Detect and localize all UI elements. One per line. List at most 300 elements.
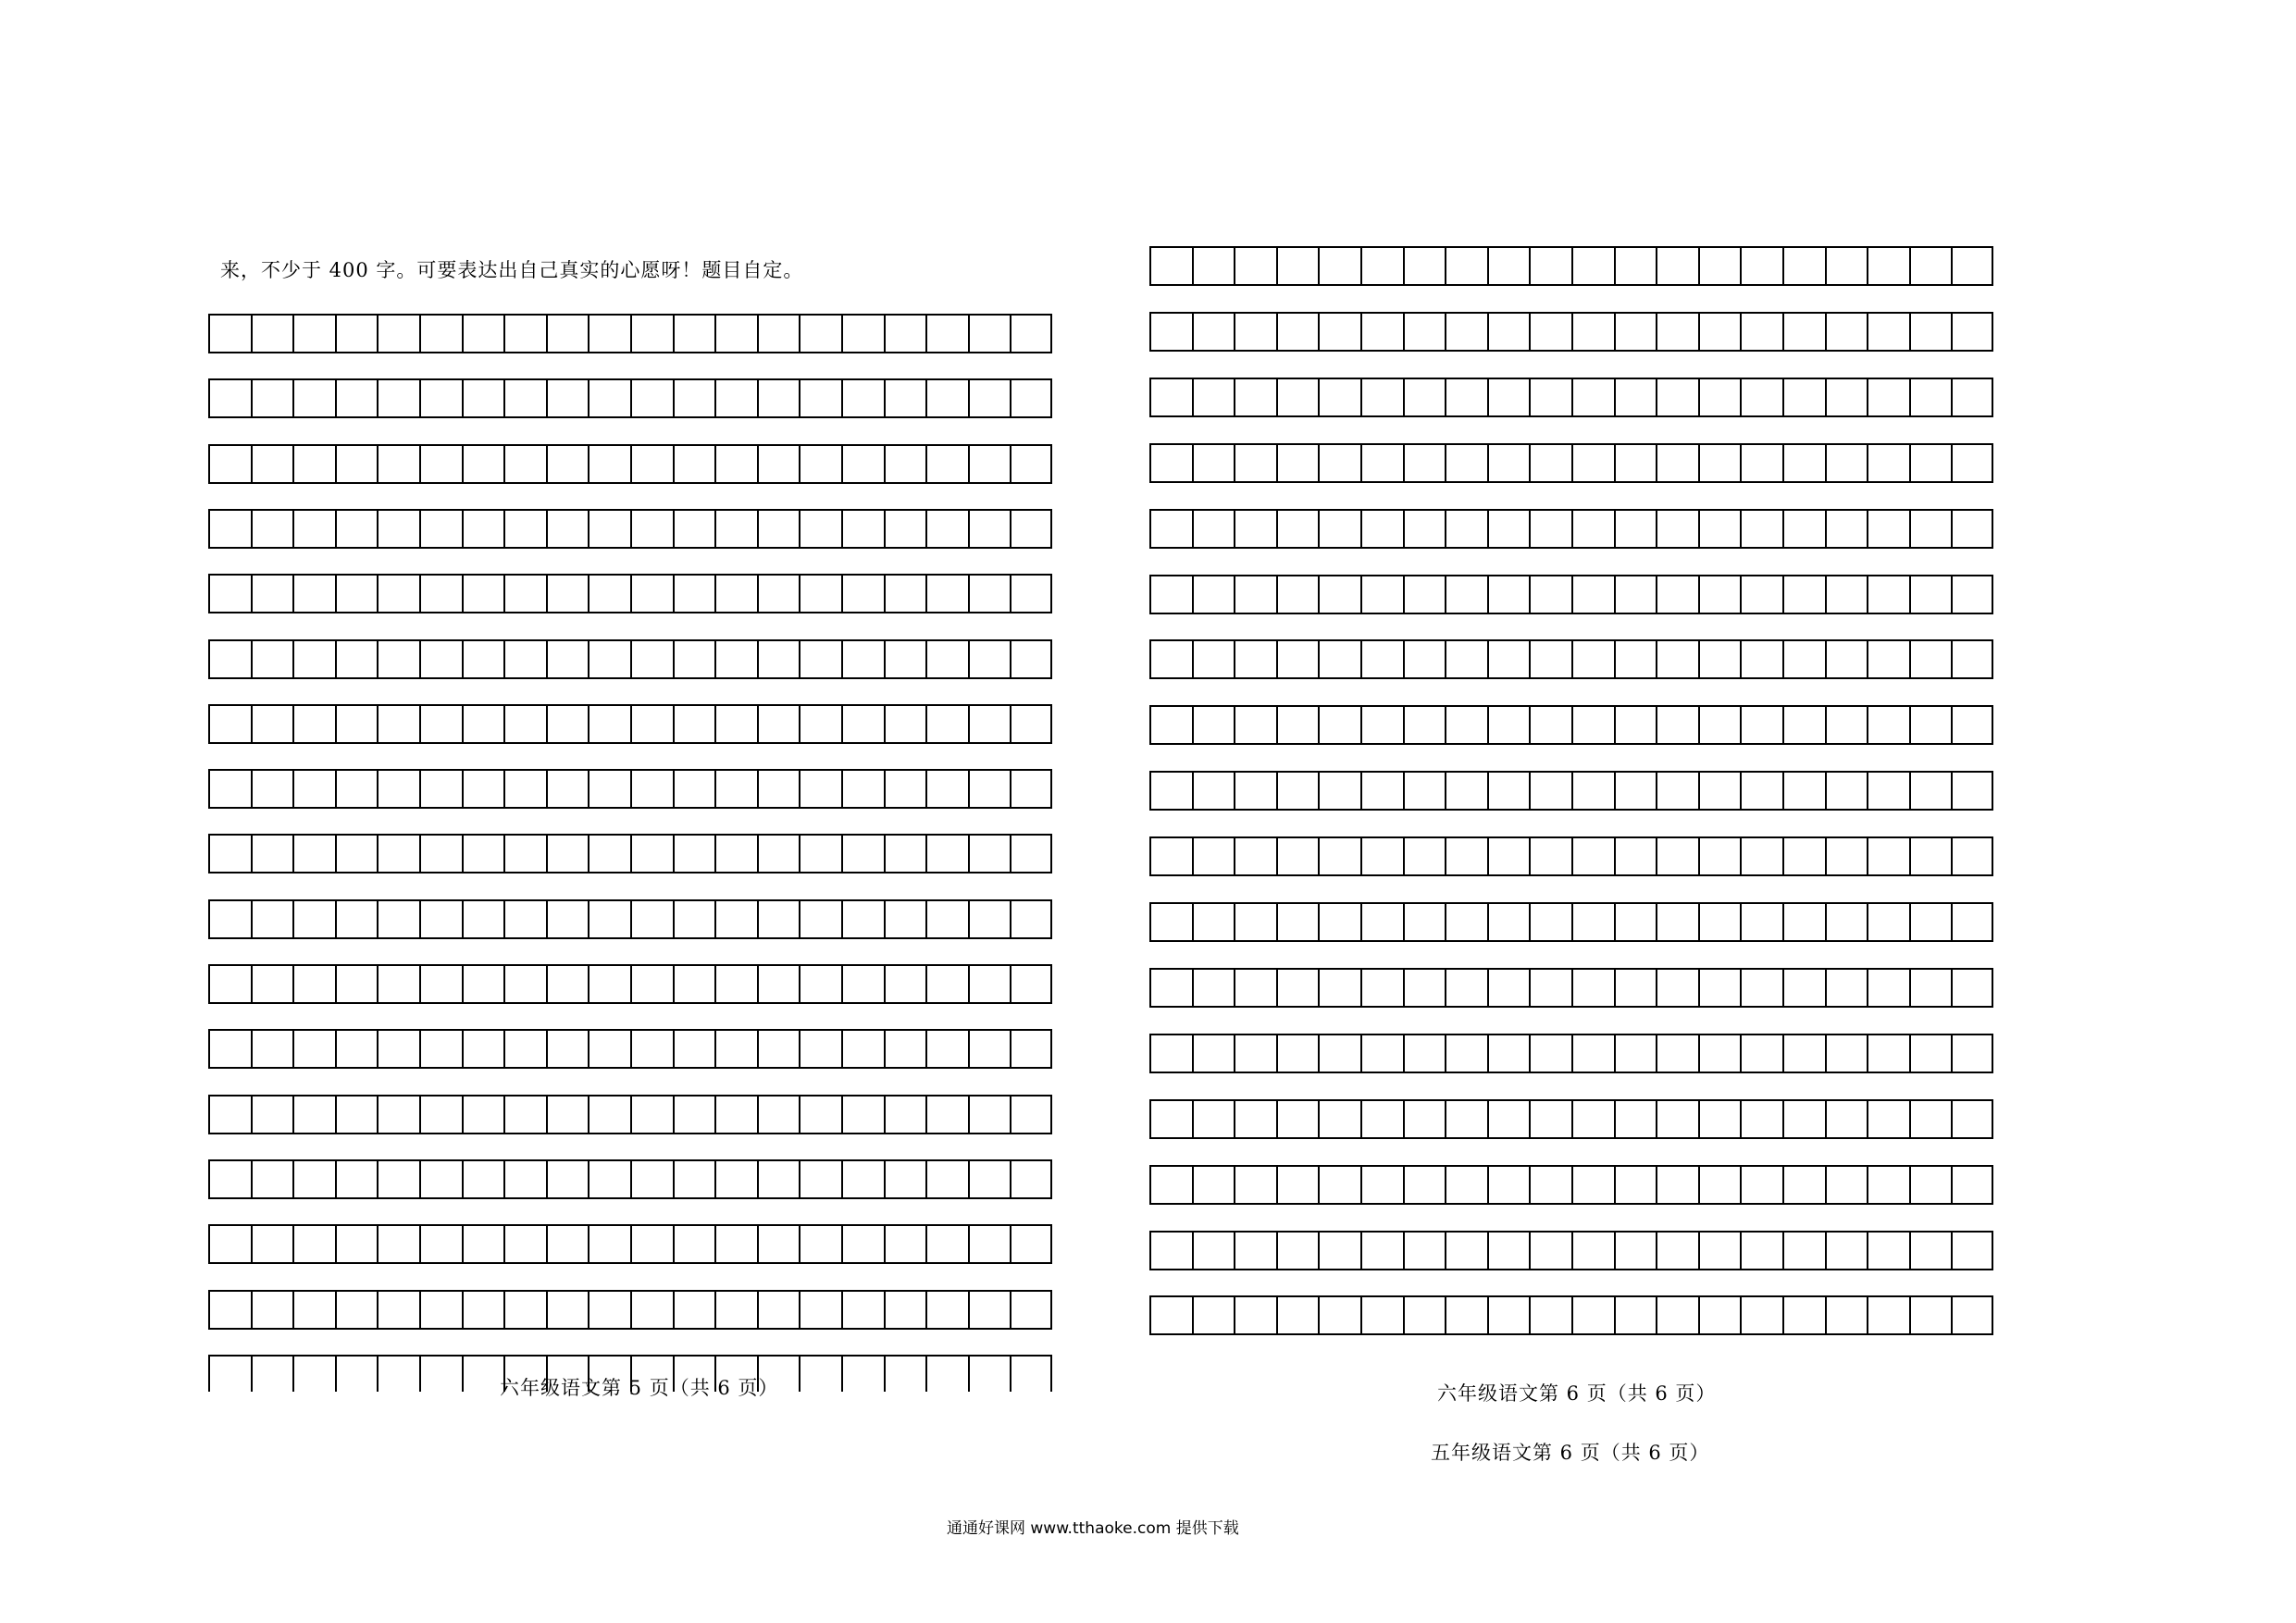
grid-cell [1192, 1034, 1235, 1073]
grid-cell [503, 769, 546, 809]
grid-cell [799, 444, 841, 484]
grid-cell [968, 314, 1011, 353]
grid-cell [1782, 312, 1825, 352]
grid-cell [1360, 1099, 1403, 1139]
grid-cell [1740, 443, 1782, 483]
grid-cell [1360, 246, 1403, 286]
grid-row [1149, 1231, 1993, 1270]
grid-row [1149, 902, 1993, 942]
grid-cell [1360, 378, 1403, 417]
grid-cell [335, 378, 378, 418]
grid-cell [503, 899, 546, 939]
grid-cell [208, 769, 251, 809]
grid-cell [377, 834, 419, 873]
grid-cell [588, 639, 630, 679]
grid-cell [1782, 1099, 1825, 1139]
grid-cell [1487, 1099, 1530, 1139]
grid-cell [335, 769, 378, 809]
grid-cell [546, 378, 589, 418]
grid-cell [1867, 1295, 1909, 1335]
grid-cell [630, 1224, 673, 1264]
grid-cell [673, 834, 715, 873]
grid-cell [1656, 443, 1698, 483]
grid-cell [1782, 836, 1825, 876]
grid-cell [1445, 1295, 1487, 1335]
grid-cell [1614, 1099, 1657, 1139]
grid-cell [1614, 1295, 1657, 1335]
grid-cell [1614, 639, 1657, 679]
grid-cell [1276, 575, 1319, 614]
grid-cell [1318, 509, 1360, 549]
grid-cell [377, 704, 419, 744]
grid-cell [1445, 1034, 1487, 1073]
grid-cell [1614, 771, 1657, 811]
grid-cell [251, 1355, 293, 1392]
grid-cell [1192, 1099, 1235, 1139]
grid-cell [1318, 705, 1360, 745]
grid-cell [799, 899, 841, 939]
grid-cell [419, 1159, 462, 1199]
grid-cell [292, 899, 335, 939]
grid-cell [1276, 1034, 1319, 1073]
grid-cell [503, 1224, 546, 1264]
grid-cell [714, 899, 757, 939]
grid-cell [1740, 246, 1782, 286]
grid-cell [1360, 575, 1403, 614]
grid-cell [335, 509, 378, 549]
grid-cell [884, 704, 926, 744]
grid-cell [1951, 836, 1993, 876]
grid-cell [251, 834, 293, 873]
grid-cell [419, 1029, 462, 1069]
grid-cell [335, 1355, 378, 1392]
grid-cell [714, 704, 757, 744]
grid-cell [1825, 968, 1868, 1008]
grid-row [1149, 1295, 1993, 1335]
grid-cell [968, 509, 1011, 549]
grid-cell [1614, 509, 1657, 549]
grid-cell [1529, 575, 1571, 614]
grid-cell [968, 1029, 1011, 1069]
grid-cell [1487, 509, 1530, 549]
grid-row [1149, 1034, 1993, 1073]
grid-cell [673, 574, 715, 613]
grid-cell [1571, 771, 1614, 811]
grid-cell [1614, 575, 1657, 614]
grid-cell [630, 834, 673, 873]
grid-cell [1010, 704, 1052, 744]
grid-cell [1276, 1099, 1319, 1139]
grid-cell [462, 574, 504, 613]
grid-cell [588, 509, 630, 549]
grid-cell [208, 509, 251, 549]
grid-cell [884, 1355, 926, 1392]
grid-cell [208, 704, 251, 744]
grid-cell [1656, 1099, 1698, 1139]
grid-cell [757, 1095, 800, 1134]
grid-cell [1951, 968, 1993, 1008]
grid-cell [1487, 968, 1530, 1008]
grid-cell [1740, 312, 1782, 352]
grid-cell [1614, 1165, 1657, 1205]
grid-cell [968, 378, 1011, 418]
grid-row [208, 1224, 1052, 1264]
grid-cell [1867, 1231, 1909, 1270]
grid-cell [1782, 1034, 1825, 1073]
grid-cell [419, 444, 462, 484]
grid-cell [841, 1290, 884, 1330]
grid-cell [1614, 705, 1657, 745]
grid-cell [335, 444, 378, 484]
grid-cell [925, 1224, 968, 1264]
grid-cell [714, 769, 757, 809]
grid-cell [799, 834, 841, 873]
grid-cell [1825, 639, 1868, 679]
grid-cell [630, 574, 673, 613]
grid-cell [1360, 771, 1403, 811]
grid-cell [1740, 575, 1782, 614]
grid-cell [1825, 1295, 1868, 1335]
grid-row [208, 574, 1052, 613]
grid-cell [1825, 902, 1868, 942]
grid-cell [799, 1095, 841, 1134]
grid-cell [1782, 1165, 1825, 1205]
grid-cell [335, 704, 378, 744]
grid-cell [757, 509, 800, 549]
grid-cell [335, 574, 378, 613]
grid-cell [799, 509, 841, 549]
grid-cell [588, 1029, 630, 1069]
grid-cell [884, 1029, 926, 1069]
grid-cell [546, 314, 589, 353]
grid-cell [1149, 509, 1192, 549]
grid-cell [968, 899, 1011, 939]
grid-cell [1656, 1295, 1698, 1335]
grid-cell [1318, 312, 1360, 352]
grid-cell [1276, 1165, 1319, 1205]
grid-cell [1951, 575, 1993, 614]
grid-cell [799, 378, 841, 418]
grid-cell [1951, 509, 1993, 549]
grid-cell [673, 314, 715, 353]
grid-cell [1487, 246, 1530, 286]
grid-cell [1867, 509, 1909, 549]
grid-cell [925, 639, 968, 679]
grid-cell [1740, 509, 1782, 549]
grid-cell [1010, 314, 1052, 353]
grid-cell [1656, 246, 1698, 286]
grid-cell [968, 574, 1011, 613]
grid-cell [884, 444, 926, 484]
grid-cell [1951, 705, 1993, 745]
grid-cell [1149, 836, 1192, 876]
grid-cell [462, 1095, 504, 1134]
grid-cell [1192, 575, 1235, 614]
grid-cell [546, 769, 589, 809]
grid-cell [292, 1290, 335, 1330]
grid-cell [1360, 968, 1403, 1008]
grid-cell [1234, 836, 1276, 876]
grid-cell [1403, 968, 1446, 1008]
grid-row [208, 314, 1052, 353]
grid-cell [1614, 312, 1657, 352]
grid-cell [419, 639, 462, 679]
grid-cell [1487, 836, 1530, 876]
grid-cell [335, 1095, 378, 1134]
grid-cell [1487, 1034, 1530, 1073]
grid-cell [1529, 443, 1571, 483]
grid-cell [1571, 312, 1614, 352]
grid-cell [462, 834, 504, 873]
grid-cell [884, 899, 926, 939]
grid-cell [1360, 1034, 1403, 1073]
grid-cell [335, 964, 378, 1004]
grid-cell [251, 574, 293, 613]
grid-cell [1487, 639, 1530, 679]
grid-cell [1276, 902, 1319, 942]
grid-cell [1782, 378, 1825, 417]
grid-cell [1571, 639, 1614, 679]
grid-cell [377, 574, 419, 613]
grid-cell [377, 314, 419, 353]
grid-cell [1318, 902, 1360, 942]
grid-cell [208, 1029, 251, 1069]
grid-cell [462, 1290, 504, 1330]
grid-row [1149, 836, 1993, 876]
grid-cell [546, 1224, 589, 1264]
grid-cell [1867, 312, 1909, 352]
grid-cell [714, 1029, 757, 1069]
grid-cell [714, 574, 757, 613]
grid-cell [757, 1159, 800, 1199]
grid-cell [1909, 246, 1952, 286]
grid-cell [1318, 1231, 1360, 1270]
grid-cell [1276, 1295, 1319, 1335]
grid-cell [1360, 1295, 1403, 1335]
grid-cell [630, 378, 673, 418]
grid-cell [1740, 1231, 1782, 1270]
grid-cell [841, 1224, 884, 1264]
grid-cell [1276, 312, 1319, 352]
grid-cell [588, 964, 630, 1004]
grid-cell [673, 704, 715, 744]
grid-row [208, 509, 1052, 549]
grid-cell [884, 1159, 926, 1199]
grid-cell [757, 574, 800, 613]
grid-cell [757, 314, 800, 353]
grid-cell [1445, 509, 1487, 549]
grid-cell [1234, 378, 1276, 417]
grid-cell [1403, 378, 1446, 417]
grid-cell [251, 378, 293, 418]
grid-cell [1318, 836, 1360, 876]
grid-cell [588, 1159, 630, 1199]
grid-cell [1614, 443, 1657, 483]
grid-cell [630, 704, 673, 744]
grid-cell [1740, 639, 1782, 679]
grid-cell [1445, 902, 1487, 942]
grid-cell [968, 964, 1011, 1004]
grid-cell [1445, 1165, 1487, 1205]
grid-cell [588, 314, 630, 353]
grid-cell [1867, 639, 1909, 679]
grid-cell [1825, 312, 1868, 352]
grid-cell [1529, 1295, 1571, 1335]
grid-cell [251, 769, 293, 809]
grid-cell [546, 834, 589, 873]
grid-cell [1234, 1295, 1276, 1335]
grid-cell [1487, 1231, 1530, 1270]
grid-cell [968, 1224, 1011, 1264]
grid-cell [1234, 1231, 1276, 1270]
grid-cell [1698, 378, 1741, 417]
grid-cell [251, 1159, 293, 1199]
grid-cell [1445, 639, 1487, 679]
grid-cell [1487, 312, 1530, 352]
grid-cell [546, 639, 589, 679]
grid-cell [1445, 836, 1487, 876]
grid-cell [1867, 246, 1909, 286]
grid-cell [503, 444, 546, 484]
grid-cell [1192, 836, 1235, 876]
grid-cell [1529, 1099, 1571, 1139]
grid-cell [1403, 246, 1446, 286]
grid-cell [841, 899, 884, 939]
grid-cell [462, 1355, 504, 1392]
grid-cell [335, 639, 378, 679]
grid-cell [1276, 443, 1319, 483]
grid-cell [884, 1224, 926, 1264]
grid-cell [1192, 443, 1235, 483]
grid-cell [1656, 705, 1698, 745]
grid-cell [1445, 968, 1487, 1008]
grid-cell [714, 378, 757, 418]
grid-cell [1529, 639, 1571, 679]
grid-cell [1825, 705, 1868, 745]
grid-cell [1782, 705, 1825, 745]
grid-cell [292, 834, 335, 873]
grid-cell [1192, 509, 1235, 549]
grid-cell [1234, 575, 1276, 614]
grid-cell [1360, 639, 1403, 679]
grid-cell [1867, 968, 1909, 1008]
grid-cell [1825, 509, 1868, 549]
page-footer-right: 六年级语文第 6 页（共 6 页） [1437, 1382, 1717, 1405]
grid-cell [462, 314, 504, 353]
grid-cell [377, 378, 419, 418]
grid-cell [1403, 509, 1446, 549]
grid-cell [1318, 443, 1360, 483]
grid-cell [673, 964, 715, 1004]
grid-cell [925, 444, 968, 484]
grid-cell [1403, 443, 1446, 483]
grid-cell [419, 1290, 462, 1330]
grid-cell [1656, 968, 1698, 1008]
grid-cell [419, 1224, 462, 1264]
grid-cell [1571, 1099, 1614, 1139]
grid-cell [1698, 509, 1741, 549]
grid-cell [1571, 509, 1614, 549]
grid-cell [546, 899, 589, 939]
grid-cell [925, 964, 968, 1004]
grid-cell [714, 1159, 757, 1199]
grid-cell [292, 639, 335, 679]
grid-cell [1234, 1099, 1276, 1139]
grid-cell [841, 378, 884, 418]
grid-cell [1698, 1034, 1741, 1073]
grid-row [1149, 1165, 1993, 1205]
grid-cell [1149, 1231, 1192, 1270]
grid-cell [1825, 378, 1868, 417]
grid-cell [1867, 1099, 1909, 1139]
grid-cell [1571, 1231, 1614, 1270]
grid-cell [503, 378, 546, 418]
grid-cell [925, 1355, 968, 1392]
grid-cell [1234, 705, 1276, 745]
grid-cell [1487, 443, 1530, 483]
grid-cell [1698, 246, 1741, 286]
grid-cell [1010, 1355, 1052, 1392]
grid-cell [419, 964, 462, 1004]
grid-cell [1782, 902, 1825, 942]
grid-cell [757, 378, 800, 418]
grid-cell [1529, 836, 1571, 876]
grid-cell [714, 1290, 757, 1330]
grid-cell [968, 1355, 1011, 1392]
grid-row [208, 899, 1052, 939]
grid-cell [1782, 639, 1825, 679]
grid-cell [1909, 836, 1952, 876]
grid-cell [673, 509, 715, 549]
grid-cell [1529, 509, 1571, 549]
grid-cell [419, 509, 462, 549]
grid-cell [503, 834, 546, 873]
grid-cell [1740, 1034, 1782, 1073]
grid-cell [546, 704, 589, 744]
grid-cell [1614, 1034, 1657, 1073]
grid-cell [968, 444, 1011, 484]
grid-cell [377, 1029, 419, 1069]
grid-cell [1360, 836, 1403, 876]
grid-cell [1360, 705, 1403, 745]
grid-cell [884, 834, 926, 873]
grid-cell [1782, 1295, 1825, 1335]
grid-row [208, 639, 1052, 679]
grid-cell [1192, 378, 1235, 417]
grid-cell [1529, 705, 1571, 745]
grid-cell [1740, 378, 1782, 417]
grid-cell [757, 704, 800, 744]
grid-cell [1909, 771, 1952, 811]
grid-cell [1149, 312, 1192, 352]
grid-row [208, 1029, 1052, 1069]
grid-cell [1951, 902, 1993, 942]
grid-cell [799, 1224, 841, 1264]
grid-cell [1782, 968, 1825, 1008]
grid-cell [208, 1224, 251, 1264]
grid-cell [588, 444, 630, 484]
grid-cell [292, 769, 335, 809]
grid-cell [799, 1355, 841, 1392]
grid-cell [251, 509, 293, 549]
grid-cell [292, 1355, 335, 1392]
grid-cell [335, 834, 378, 873]
grid-cell [1445, 443, 1487, 483]
grid-cell [757, 1290, 800, 1330]
grid-cell [714, 314, 757, 353]
grid-cell [1487, 705, 1530, 745]
grid-cell [1276, 509, 1319, 549]
